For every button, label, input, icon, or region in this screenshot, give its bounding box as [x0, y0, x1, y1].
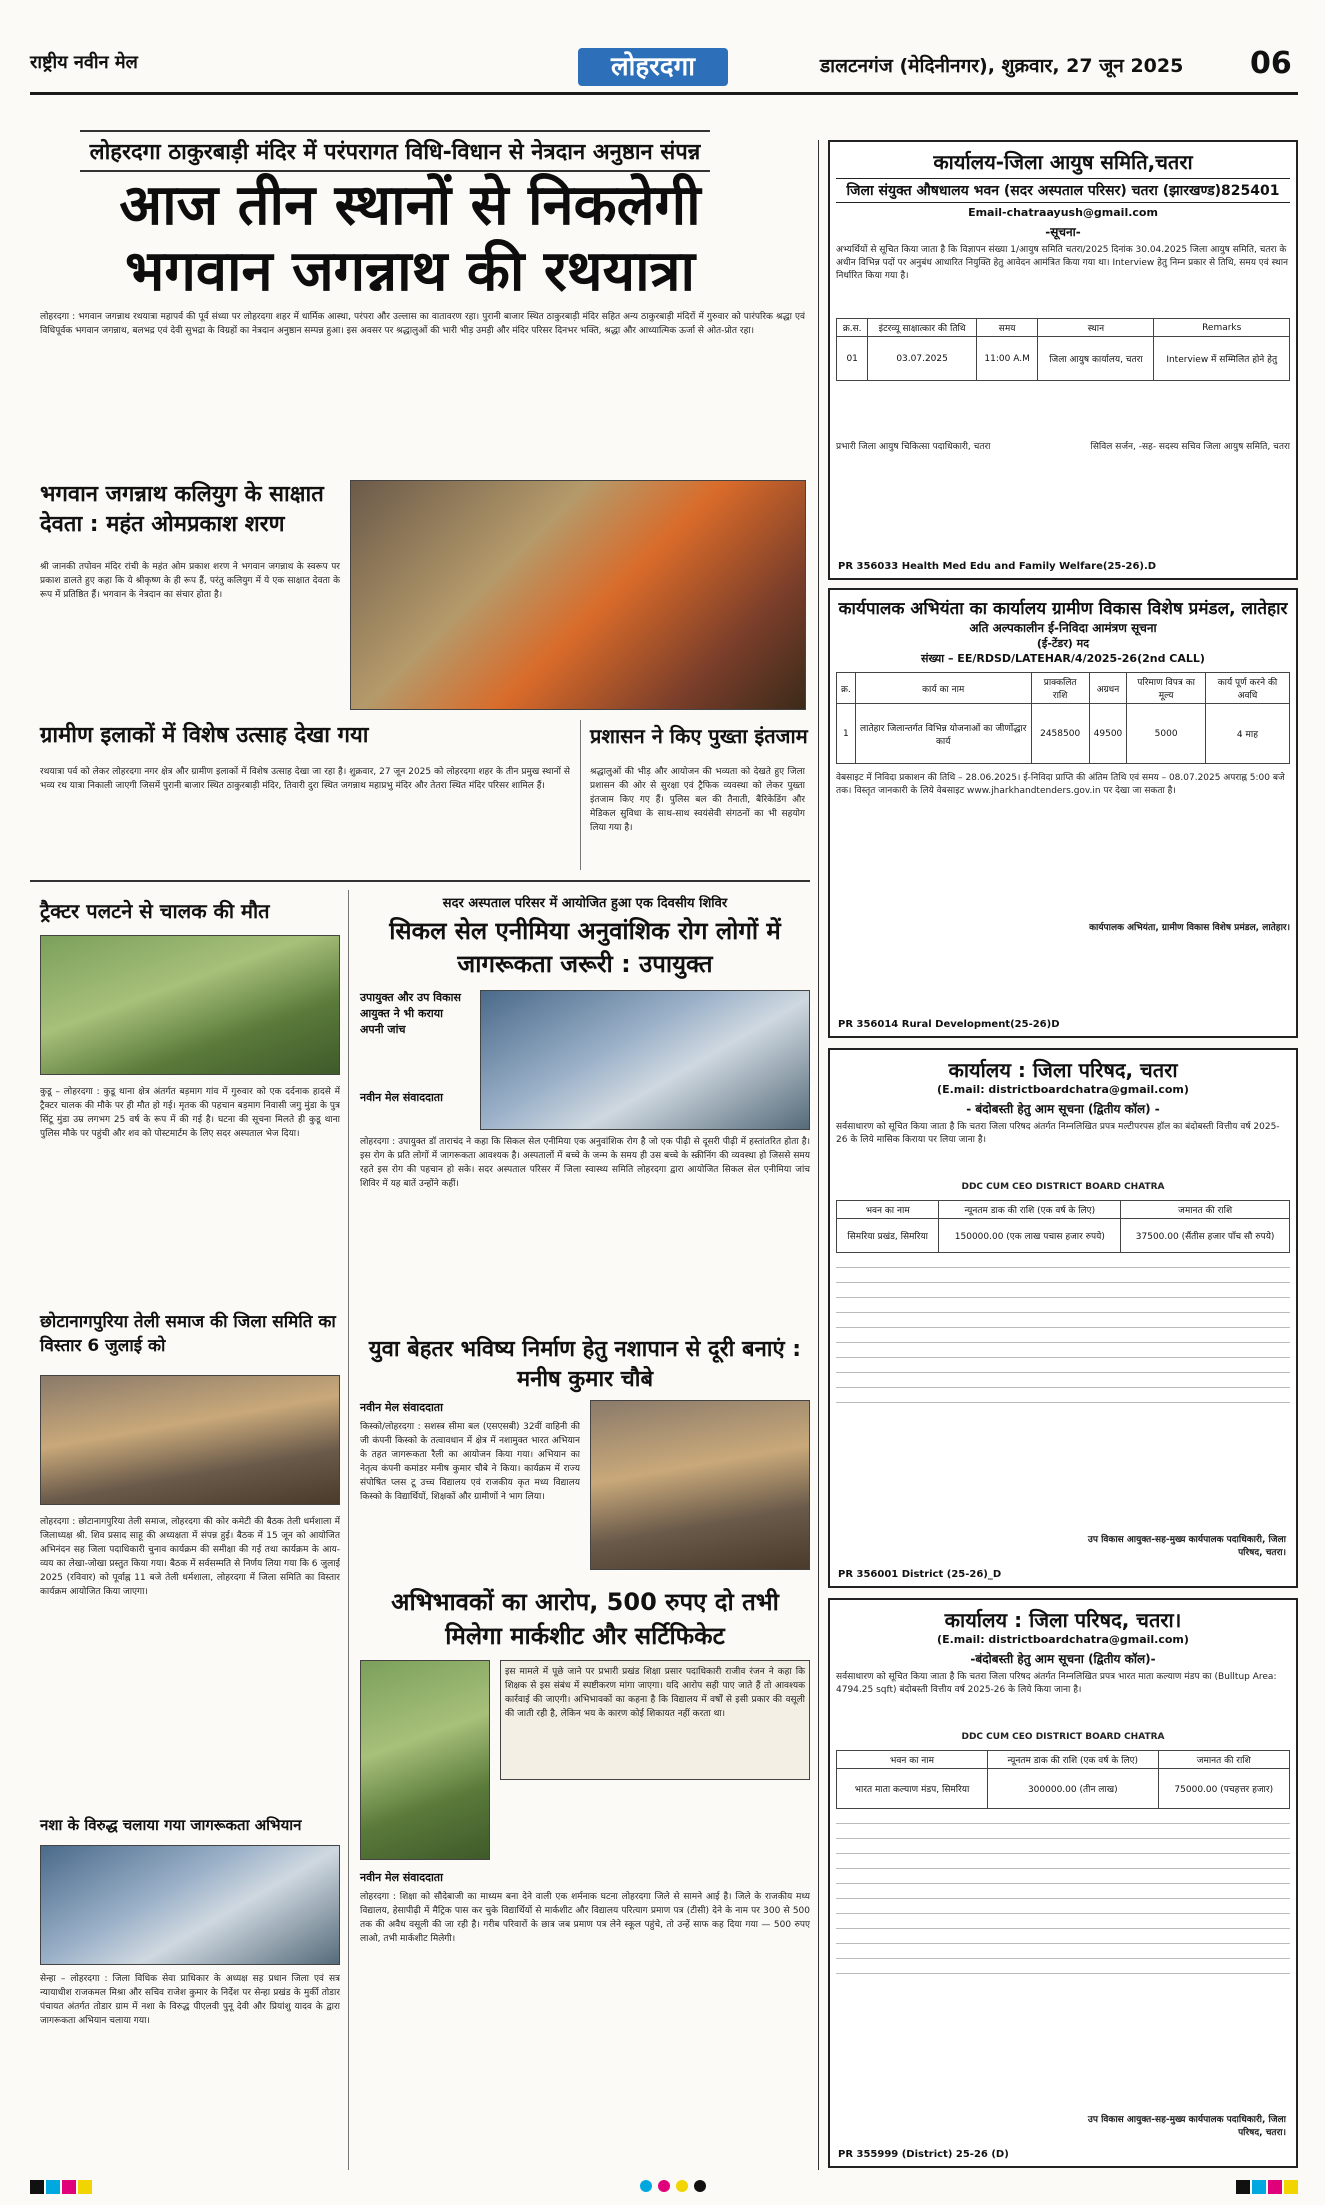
- table-cell: 11:00 A.M: [976, 337, 1038, 381]
- table-cell: 49500: [1089, 704, 1127, 764]
- table-header: भवन का नाम: [837, 1751, 988, 1769]
- rural-notice-title: अति अल्पकालीन ई-निविदा आमंत्रण सूचना: [969, 621, 1157, 635]
- zila1-terms: [836, 1267, 1290, 1403]
- table-header: क्र.: [837, 673, 856, 704]
- table-cell: 2458500: [1031, 704, 1089, 764]
- ayush-address: जिला संयुक्त औषधालय भवन (सदर अस्पताल परिसर) चतरा (झारखण्ड)825401: [836, 178, 1290, 203]
- table-header: Remarks: [1154, 319, 1290, 337]
- zila2-notice-title: -बंदोबस्ती हेतु आम सूचना (द्वितीय कॉल)-: [970, 1652, 1156, 1666]
- rathyatra-photo: [350, 480, 806, 710]
- nasha2-body: किस्को/लोहरदगा : सशस्त्र सीमा बल (एसएसबी) 32वीं वाहिनी की जी कंपनी किस्को के तत्वावधान में क्षेत्र में नशामुक्त भारत अभियान के तहत जागरूकता रैली का आयोजन किया गया। अभियान का नेतृत्व कंपनी कमांडर मनीष कुमार चौबे ने किया। कार्यक्रम में राज्य संपोषित प्लस टू उच्च विद्यालय एवं राजकीय कृत मध्य विद्यालय किस्को के विद्यार्थियों, शिक्षकों और ग्रामीणों ने भाग लिया।: [360, 1422, 580, 1502]
- ayush-body: अभ्यर्थियों से सूचित किया जाता है कि विज्ञापन संख्या 1/आयुष समिति चतरा/2025 दिनांक 30.04.2025 जिला आयुष समिति, चतरा के अधीन विभिन्न पदों पर अनुबंध आधारित नियुक्ति हेतु आवेदन आमंत्रित किया गया था। Interview हेतु निम्न प्रकार से तिथि, समय एवं स्थान निर्धारित किया गया है।: [836, 245, 1289, 281]
- zila1-ref: PR 356001 District (25-26)_D: [838, 1569, 1002, 1580]
- column-rule: [818, 140, 819, 2170]
- table-cell: 4 माह: [1205, 704, 1289, 764]
- sickle-byline: नवीन मेल संवाददाता: [360, 1091, 443, 1104]
- sickle-pullquote: उपायुक्त और उप विकास आयुक्त ने भी कराया अपनी जांच: [360, 991, 461, 1036]
- ayush-signatures: [836, 441, 1290, 454]
- table-cell: सिमरिया प्रखंड, सिमरिया: [837, 1219, 939, 1253]
- registration-mark: [46, 2180, 60, 2194]
- ayush-ref: PR 356033 Health Med Edu and Family Welfare(25-26).D: [838, 561, 1157, 572]
- nasha2-byline: नवीन मेल संवाददाता: [360, 1401, 443, 1414]
- rural-sub: (ई-टेंडर) मद: [1036, 637, 1090, 650]
- table-cell: लातेहार जिलान्तर्गत विभिन्न योजनाओं का जीर्णोद्धार कार्य: [855, 704, 1031, 764]
- nasha2-photo: [590, 1400, 810, 1570]
- header-rule: [30, 92, 1298, 95]
- tractor-body: कुडू – लोहरदगा : कुडू थाना क्षेत्र अंतर्गत बड़माग गांव में गुरुवार को एक दर्दनाक हादसे में ट्रैक्टर चालक की मौके पर ही मौत हो गई। मृतक की पहचान बड़माग निवासी जगु मुंडा के पुत्र सिंटू मुंडा उम्र लगभग 25 वर्ष के रूप में की गई है। घटना की सूचना मिलते ही कुडू थाना पुलिस मौके पर पहुंची और शव को पोस्टमार्टम के लिए सदर अस्पताल भेज दिया।: [40, 1087, 340, 1139]
- registration-dot: [676, 2180, 688, 2192]
- zila1-office: कार्यालय : जिला परिषद, चतरा: [948, 1058, 1178, 1082]
- zila2-office: कार्यालय : जिला परिषद, चतरा।: [944, 1608, 1182, 1632]
- rural-table: [836, 672, 1290, 764]
- table-cell: 5000: [1127, 704, 1206, 764]
- table-cell: 03.07.2025: [868, 337, 976, 381]
- registration-mark: [1268, 2180, 1282, 2194]
- sub3-body: श्रद्धालुओं की भीड़ और आयोजन की भव्यता को देखते हुए जिला प्रशासन की ओर से सुरक्षा एवं ट्रैफिक व्यवस्था को लेकर पुख्ता इंतजाम किए गए हैं। पुलिस बल की तैनाती, बैरिकेडिंग और मेडिकल सुविधा के साथ-साथ स्वयंसेवी संगठनों का भी सहयोग लिया गया है।: [590, 767, 805, 833]
- sub2-body: रथयात्रा पर्व को लेकर लोहरदगा नगर क्षेत्र और ग्रामीण इलाकों में विशेष उत्साह देखा जा रहा है। शुक्रवार, 27 जून 2025 को लोहरदगा शहर के तीन प्रमुख स्थानों से भव्य रथ यात्रा निकाली जाएगी जिसमें पुरानी बाजार स्थित ठाकुरबाड़ी मंदिर, तिवारी दुरा स्थित जगन्नाथ महाप्रभु मंदिर और तेतरा स्थित मंदिर परिसर शामिल हैं।: [40, 767, 570, 791]
- table-header: भवन का नाम: [837, 1201, 939, 1219]
- zila2-ref: PR 355999 (District) 25-26 (D): [838, 2149, 1009, 2160]
- zila2-sign: उप विकास आयुक्त-सह-मुख्य कार्यपालक पदाधिकारी, जिला परिषद, चतरा।: [1087, 2115, 1286, 2138]
- sickle-kicker: सदर अस्पताल परिसर में आयोजित हुआ एक दिवसीय शिविर: [442, 896, 728, 911]
- nasha2-headline: युवा बेहतर भविष्य निर्माण हेतु नशापान से दूरी बनाएं : मनीष कुमार चौबे: [368, 1337, 802, 1392]
- sub1-headline: भगवान जगन्नाथ कलियुग के साक्षात देवता : महंत ओमप्रकाश शरण: [40, 482, 324, 537]
- sickle-headline: सिकल सेल एनीमिया अनुवांशिक रोग लोगों में जागरूकता जरूरी : उपायुक्त: [389, 917, 781, 978]
- nasha-photo: [40, 1845, 340, 1965]
- table-header: जमानत की राशि: [1121, 1201, 1290, 1219]
- rural-ref: PR 356014 Rural Development(25-26)D: [838, 1019, 1060, 1030]
- table-header: न्यूनतम डाक की राशि (एक वर्ष के लिए): [988, 1751, 1158, 1769]
- dateline: डालटनगंज (मेदिनीनगर), शुक्रवार, 27 जून 2025: [820, 55, 1184, 77]
- zila1-sign: उप विकास आयुक्त-सह-मुख्य कार्यपालक पदाधिकारी, जिला परिषद, चतरा।: [1087, 1535, 1286, 1558]
- ayush-table: [836, 318, 1290, 381]
- table-header: न्यूनतम डाक की राशि (एक वर्ष के लिए): [939, 1201, 1121, 1219]
- table-header: इंटरव्यू साक्षात्कार की तिथि: [868, 319, 976, 337]
- registration-mark: [1284, 2180, 1298, 2194]
- section-rule: [30, 880, 810, 882]
- zila2-email: (E.mail: districtboardchatra@gmail.com): [937, 1633, 1189, 1646]
- table-header: स्थान: [1038, 319, 1154, 337]
- signature: सिविल सर्जन, -सह- सदस्य सचिव जिला आयुष समिति, चतरा: [1090, 442, 1290, 452]
- nasha-headline: नशा के विरुद्ध चलाया गया जागरूकता अभियान: [40, 1816, 302, 1834]
- table-cell: 150000.00 (एक लाख पचास हजार रुपये): [939, 1219, 1121, 1253]
- zila2-pay-line: DDC CUM CEO DISTRICT BOARD CHATRA: [961, 1732, 1165, 1742]
- table-header: अग्रधन: [1089, 673, 1127, 704]
- table-cell: Interview में सम्मिलित होने हेतु: [1154, 337, 1290, 381]
- table-cell: जिला आयुष कार्यालय, चतरा: [1038, 337, 1154, 381]
- zila2-table: [836, 1750, 1290, 1809]
- table-cell: 1: [837, 704, 856, 764]
- table-header: जमानत की राशि: [1158, 1751, 1289, 1769]
- table-cell: 75000.00 (पचहत्तर हजार): [1158, 1769, 1289, 1809]
- table-header: परिमाण विपत्र का मूल्य: [1127, 673, 1206, 704]
- rural-body: वेबसाइट में निविदा प्रकाशन की तिथि – 28.06.2025। ई-निविदा प्राप्ति की अंतिम तिथि एवं समय – 08.07.2025 अपराह्न 5:00 बजे तक। विस्तृत जानकारी के लिये वेबसाइट www.jharkhandtenders.gov.in पर देखा जा सकता है।: [836, 773, 1285, 796]
- color-registration-strip: [30, 2180, 1298, 2196]
- table-header: प्राक्कलित राशि: [1031, 673, 1089, 704]
- marksheet-photo: [360, 1660, 490, 1860]
- rural-tender-notice: [828, 588, 1298, 1038]
- zila-parishad-notice-2: [828, 1598, 1298, 2168]
- teli-body: लोहरदगा : छोटानागपुरिया तेली समाज, लोहरदगा की कोर कमेटी की बैठक तेली धर्मशाला में जिलाध्यक्ष श्री. शिव प्रसाद साहू की अध्यक्षता में संपन्न हुई। बैठक में 15 जून को आयोजित अभिनंदन सह जिला पदाधिकारी चुनाव कार्यक्रम की समीक्षा की गई तथा कार्यक्रम के आय-व्यय का लेखा-जोखा प्रस्तुत किया गया। बैठक में सर्वसम्मति से निर्णय लिया गया कि 6 जुलाई 2025 (रविवार) को पूर्वाह्न 11 बजे तेली धर्मशाला, लोहरदगा में जिला समिति का विस्तार कार्यक्रम आयोजित किया जाएगा।: [40, 1517, 340, 1597]
- zila1-pay-line: DDC CUM CEO DISTRICT BOARD CHATRA: [961, 1182, 1165, 1192]
- paper-name: राष्ट्रीय नवीन मेल: [30, 52, 138, 73]
- table-cell: 01: [837, 337, 868, 381]
- table-header: कार्य का नाम: [855, 673, 1031, 704]
- teli-headline: छोटानागपुरिया तेली समाज की जिला समिति का विस्तार 6 जुलाई को: [40, 1312, 336, 1356]
- signature: प्रभारी जिला आयुष चिकित्सा पदाधिकारी, चतरा: [836, 442, 991, 452]
- zila1-email: (E.mail: districtboardchatra@gmail.com): [937, 1083, 1189, 1096]
- district-banner: लोहरदगा: [578, 48, 728, 86]
- registration-mark: [62, 2180, 76, 2194]
- lead-body: लोहरदगा : भगवान जगन्नाथ रथयात्रा महापर्व की पूर्व संध्या पर लोहरदगा शहर में धार्मिक आस्था, परंपरा और उल्लास का वातावरण रहा। पुरानी बाजार स्थित ठाकुरबाड़ी मंदिर सहित अन्य ठाकुरबाड़ी मंदिरों में गुरुवार को पारंपरिक श्रद्धा एवं विधिपूर्वक भगवान जगन्नाथ, बलभद्र एवं देवी सुभद्रा के विग्रहों का नेत्रदान अनुष्ठान सम्पन्न हुआ। इस अवसर पर श्रद्धालुओं की भारी भीड़ उमड़ी और मंदिर परिसर दिनभर भक्ति, श्रद्धा और आध्यात्मिक ऊर्जा से ओत-प्रोत रहा।: [40, 312, 805, 336]
- sickle-photo: [480, 990, 810, 1130]
- rural-office: कार्यपालक अभियंता का कार्यालय ग्रामीण विकास विशेष प्रमंडल, लातेहार: [838, 599, 1288, 619]
- table-cell: 37500.00 (सैंतीस हजार पाँच सौ रुपये): [1121, 1219, 1290, 1253]
- marksheet-byline: नवीन मेल संवाददाता: [360, 1871, 443, 1884]
- table-cell: भारत माता कल्याण मंडप, सिमरिया: [837, 1769, 988, 1809]
- registration-dot: [694, 2180, 706, 2192]
- zila1-table: [836, 1200, 1290, 1253]
- sub3-headline: प्रशासन ने किए पुख्ता इंतजाम: [590, 724, 808, 748]
- registration-mark: [1236, 2180, 1250, 2194]
- nasha-body: सेन्हा – लोहरदगा : जिला विधिक सेवा प्राधिकार के अध्यक्ष सह प्रधान जिला एवं सत्र न्यायाधीश राजकमल मिश्रा और सचिव राजेश कुमार के निर्देश पर सेन्हा प्रखंड के मुर्की तोडार पंचायत अंतर्गत तोडार ग्राम में नशा के विरुद्ध पीएलवी पुनू देवी और प्रियांशु यादव के द्वारा जागरूकता अभियान चलाया गया।: [40, 1974, 340, 2026]
- ayush-office: कार्यालय-जिला आयुष समिति,चतरा: [933, 150, 1193, 174]
- registration-mark: [1252, 2180, 1266, 2194]
- marksheet-body: लोहरदगा : शिक्षा को सौदेबाजी का माध्यम बना देने वाली एक शर्मनाक घटना लोहरदगा जिले से सामने आई है। जिले के राजकीय मध्य विद्यालय, हेसापीढ़ी में मैट्रिक पास कर चुके विद्यार्थियों से मार्कशीट और विद्यालय परित्याग प्रमाण पत्र (टीसी) देने के नाम पर 300 से 500 तक की अवैध वसूली की जा रही है। गरीब परिवारों के छात्र जब प्रमाण पत्र लेने स्कूल पहुंचे, तो उन्हें साफ कह दिया गया — 500 रुपए लाओ, तभी मार्कशीट मिलेगी।: [360, 1892, 810, 1944]
- column-rule: [580, 720, 581, 870]
- table-cell: 300000.00 (तीन लाख): [988, 1769, 1158, 1809]
- zila2-terms: [836, 1823, 1290, 1974]
- sub2-headline: ग्रामीण इलाकों में विशेष उत्साह देखा गया: [40, 723, 369, 748]
- ayush-email: Email-chatraayush@gmail.com: [968, 206, 1158, 219]
- rural-sign: कार्यपालक अभियंता, ग्रामीण विकास विशेष प्रमंडल, लातेहार।: [1089, 923, 1290, 933]
- table-header: कार्य पूर्ण करने की अवधि: [1205, 673, 1289, 704]
- page-number: 06: [1250, 46, 1292, 81]
- registration-mark: [78, 2180, 92, 2194]
- table-header: क्र.स.: [837, 319, 868, 337]
- table-header: समय: [976, 319, 1038, 337]
- lead-headline: आज तीन स्थानों से निकलेगी भगवान जगन्नाथ की रथयात्रा: [119, 172, 701, 304]
- marksheet-box: इस मामले में पूछे जाने पर प्रभारी प्रखंड शिक्षा प्रसार पदाधिकारी राजीव रंजन ने कहा कि शिक्षक से इस संबंध में स्पष्टीकरण मांगा जाएगा। यदि आरोप सही पाए जाते हैं तो आवश्यक कार्रवाई की जाएगी। अभिभावकों का कहना है कि विद्यालय में वर्षों से इसी प्रकार की वसूली की जाती रही है, लेकिन भय के कारण कोई शिकायत नहीं करता था।: [500, 1660, 810, 1780]
- zila1-body: सर्वसाधारण को सूचित किया जाता है कि चतरा जिला परिषद अंतर्गत निम्नलिखित प्रपत्र मल्टीपरपस हॉल का बंदोबस्ती वित्तीय वर्ष 2025-26 के लिये मासिक किराया पर लिया जाना है।: [836, 1122, 1280, 1145]
- zila1-notice-title: - बंदोबस्ती हेतु आम सूचना (द्वितीय कॉल) -: [966, 1102, 1160, 1116]
- ayush-notice-title: -सूचना-: [1045, 225, 1081, 239]
- sickle-body: लोहरदगा : उपायुक्त डॉ ताराचंद ने कहा कि सिकल सेल एनीमिया एक अनुवांशिक रोग है जो एक पीढ़ी से दूसरी पीढ़ी में हस्तांतरित होता है। इस रोग के प्रति लोगों में जागरूकता आवश्यक है। अस्पतालों में बच्चे के जन्म के समय ही उस बच्चे के स्क्रीनिंग की व्यवस्था हो जिससे समय रहते इस रोग की पहचान हो सके। सदर अस्पताल परिसर में जिला स्वास्थ्य समिति लोहरदगा द्वारा आयोजित सिकल सेल एनीमिया जांच शिविर में यह बातें उन्होंने कहीं।: [360, 1137, 810, 1189]
- registration-mark: [30, 2180, 44, 2194]
- zila-parishad-notice-1: [828, 1048, 1298, 1588]
- teli-photo: [40, 1375, 340, 1505]
- zila2-body: सर्वसाधारण को सूचित किया जाता है कि चतरा जिला परिषद अंतर्गत निम्नलिखित प्रपत्र भारत माता कल्याण मंडप का (Bulltup Area: 4794.25 sqft) बंदोबस्ती वित्तीय वर्ष 2025-26 के लिये किया जाना है।: [836, 1672, 1277, 1695]
- registration-dot: [658, 2180, 670, 2192]
- sub1-body: श्री जानकी तपोवन मंदिर रांची के महंत ओम प्रकाश शरण ने भगवान जगन्नाथ के स्वरूप पर प्रकाश डालते हुए कहा कि ये श्रीकृष्ण के ही रूप हैं, परंतु कलियुग में ये एक साक्षात देवता के रूप में प्रतिष्ठित हैं। भगवान के नेत्रदान का संचार होता है।: [40, 562, 340, 600]
- registration-dot: [640, 2180, 652, 2192]
- rural-ref-no: संख्या – EE/RDSD/LATEHAR/4/2025-26(2nd CALL): [921, 652, 1205, 665]
- tractor-headline: ट्रैक्टर पलटने से चालक की मौत: [40, 899, 270, 923]
- lead-kicker: लोहरदगा ठाकुरबाड़ी मंदिर में परंपरागत विधि-विधान से नेत्रदान अनुष्ठान संपन्न: [80, 130, 710, 172]
- marksheet-headline: अभिभावकों का आरोप, 500 रुपए दो तभी मिलेगा मार्कशीट और सर्टिफिकेट: [391, 1588, 779, 1650]
- column-rule: [348, 890, 349, 2170]
- tractor-photo: [40, 935, 340, 1075]
- ayush-notice: [828, 140, 1298, 580]
